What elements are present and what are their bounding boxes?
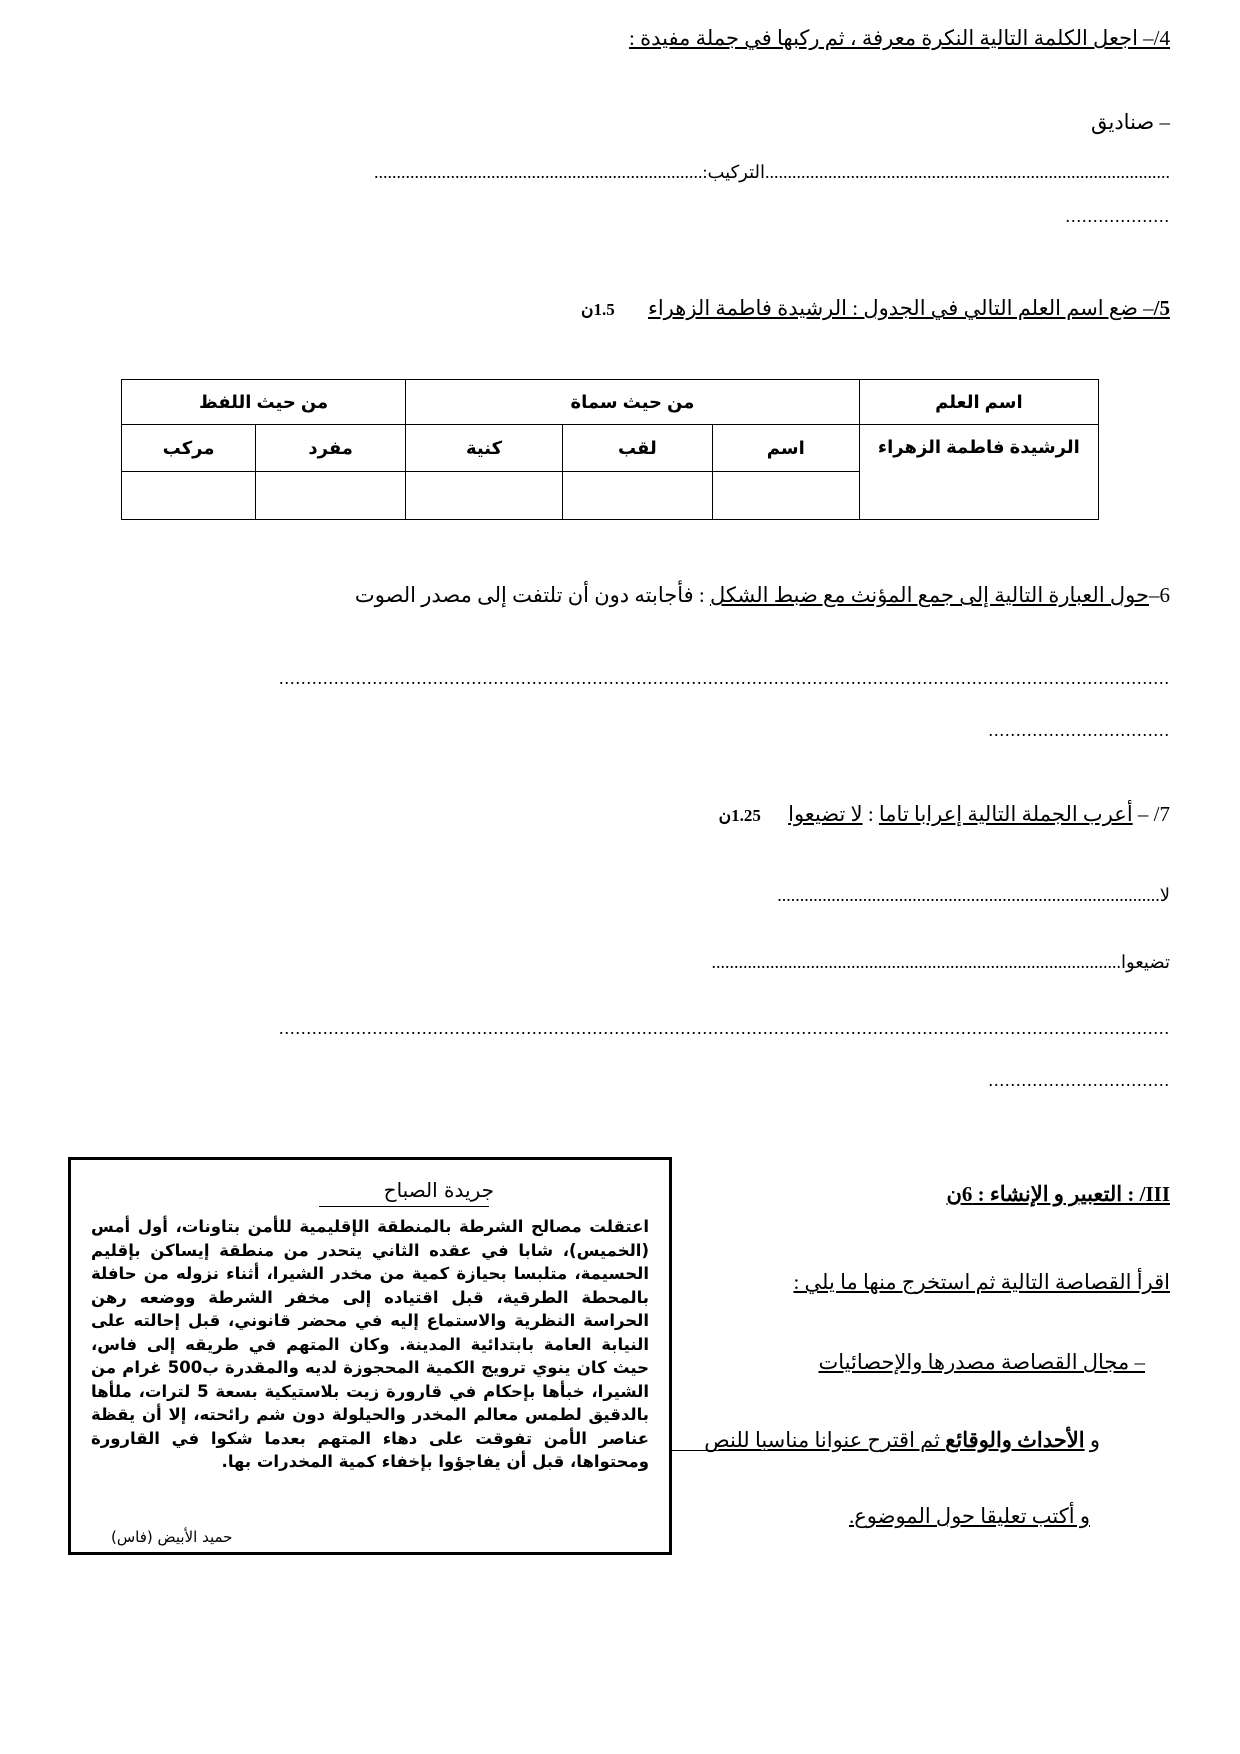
newspaper-name-underline (319, 1206, 489, 1207)
q7-points: 1.25ن (718, 806, 761, 825)
q6-answer-line-2: ................................. (988, 720, 1170, 740)
section3-item-2-pre: و (1084, 1428, 1100, 1452)
answer-ism[interactable] (712, 472, 859, 520)
answer-kunya[interactable] (406, 472, 563, 520)
q7-phrase: لا تضيعوا (788, 802, 863, 826)
q5-heading (581, 296, 1170, 321)
q4-composition-continuation: ................... (1065, 206, 1170, 226)
th-proper-noun: اسم العلم (859, 380, 1098, 425)
q7-number: 7/ – (1132, 802, 1170, 826)
th-murakkab: مركب (122, 425, 256, 472)
answer-laqab[interactable] (562, 472, 712, 520)
newspaper-name: جريدة الصباح (383, 1178, 494, 1202)
answer-mufrad[interactable] (256, 472, 406, 520)
q6-heading (355, 583, 1170, 608)
q7-heading (719, 802, 1170, 827)
q7-answer-line-3: .................................................................................................................................................................. (279, 1018, 1170, 1038)
th-form: من حيث اللفظ (122, 380, 406, 425)
section3-item-3: و أكتب تعليقا حول الموضوع. (849, 1504, 1090, 1528)
q7-la-line: لا..................................................................................... (777, 885, 1170, 905)
section3-item-2-bold: الأحداث والوقائع (945, 1428, 1085, 1452)
q6-number: 6– (1149, 583, 1170, 607)
q4-heading: 4/– اجعل الكلمة التالية النكرة معرفة ، ثم ركبها في جملة مفيدة : (629, 26, 1170, 50)
section3-heading: III/ : التعبير و الإنشاء : 6ن (946, 1182, 1170, 1206)
newspaper-clipping (68, 1157, 672, 1555)
proper-noun-table (121, 379, 1099, 520)
th-laqab: لقب (562, 425, 712, 472)
section3-item-2-rest: ثم اقترح عنوانا مناسبا للنص (704, 1428, 946, 1452)
th-ism: اسم (712, 425, 859, 472)
q6-answer-line-1: .................................................................................................................................................................. (279, 668, 1170, 688)
section3-item-1 (818, 1350, 1145, 1375)
q7-colon: : (862, 802, 879, 826)
q7-tadiaou-line: تضيعوا........................................................................................... (711, 952, 1170, 972)
q4-composition-line: ..........................................................................................التركيب:......................................................................... (373, 162, 1170, 182)
th-naming: من حيث سماة (406, 380, 860, 425)
th-kunya: كنية (406, 425, 563, 472)
proper-noun-value: الرشيدة فاطمة الزهراء (859, 425, 1098, 520)
clipping-author: حميد الأبيض (فاس) (111, 1528, 233, 1546)
connector-line (672, 1450, 792, 1451)
section3-item-1-text: – مجال القصاصة مصدرها والإحصائيات (818, 1350, 1145, 1374)
clipping-body: اعتقلت مصالح الشرطة بالمنطقة الإقليمية للأمن بتاونات، أول أمس (الخميس)، شابا في عقده الثاني يتحدر من منطقة إيساكن بإقليم الحسيمة، متلبسا بحيازة كمية من مخدر الشيرا، أثناء نزوله من حافلة بالمحطة الطرقية، قبل اقتياده إلى مخفر الشرطة ووضعه رهن الحراسة النظرية والاستماع إليه في محضر قانوني، قبل إحالته على النيابة العامة بابتدائية المدينة. وكان المتهم في طريقه إلى فاس، حيث كان ينوي ترويج الكمية المحجوزة لديه والمقدرة ب500 غرام من الشيرا، خبأها بإحكام في قارورة زيت بلاستيكية بسعة 5 لترات، ملأها بالدقيق لطمس معالم المخدر والحيلولة دون شم رائحته، إلا أن يقظة عناصر الأمن تفوقت على دهاء المتهم بعدما شكوا في القارورة ومحتواها، قبل أن يفاجؤوا بإخفاء كمية المخدرات بها. (91, 1217, 649, 1471)
q5-points: 1.5ن (580, 300, 615, 319)
q7-answer-line-4: ................................. (988, 1070, 1170, 1090)
answer-murakkab[interactable] (122, 472, 256, 520)
q7-instruction: أعرب الجملة التالية إعرابا تاما (878, 802, 1133, 826)
section3-instruction: اقرأ القصاصة التالية ثم استخرج منها ما يلي : (793, 1270, 1170, 1294)
th-mufrad: مفرد (256, 425, 406, 472)
q6-sentence: : فأجابته دون أن تلتفت إلى مصدر الصوت (354, 583, 710, 607)
q4-word: – صناديق (1090, 110, 1170, 134)
q5-number: 5/ (1153, 296, 1170, 320)
q6-instruction: حول العبارة التالية إلى جمع المؤنث مع ضبط الشكل (709, 583, 1149, 607)
q5-heading-text: – ضع اسم العلم التالي في الجدول : الرشيدة فاطمة الزهراء (647, 296, 1154, 320)
